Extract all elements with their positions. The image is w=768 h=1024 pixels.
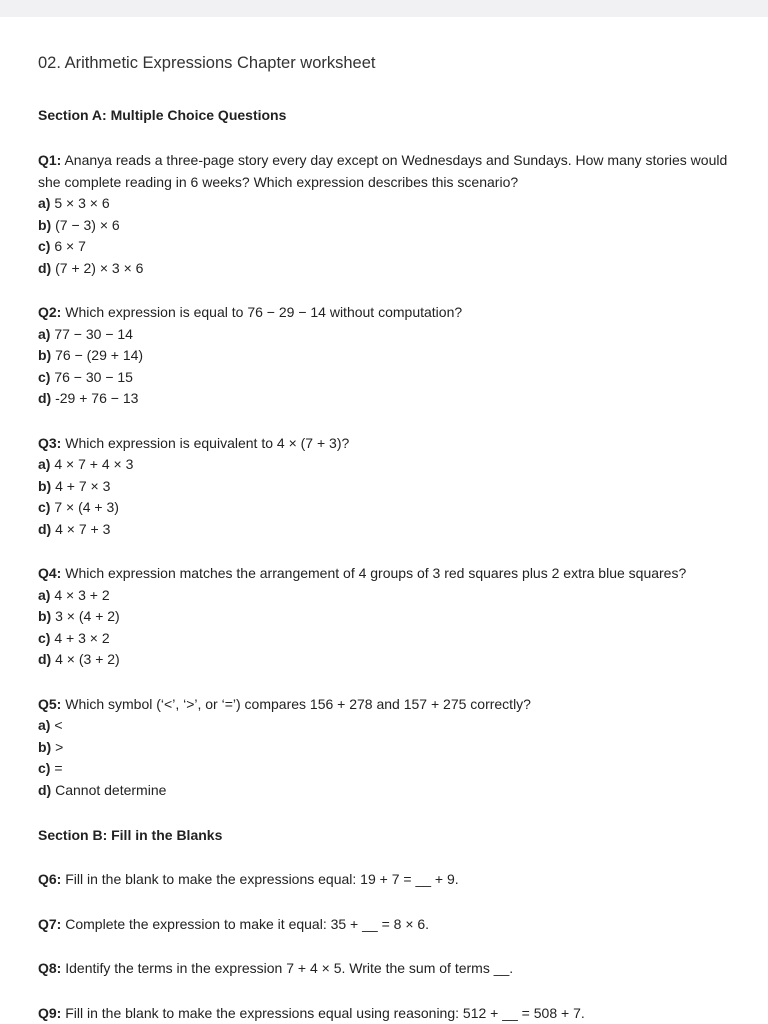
section-a-title: Section A: Multiple Choice Questions	[38, 107, 287, 123]
option-letter: c)	[38, 368, 51, 385]
option-b	[38, 737, 738, 759]
option-text: 3 × (4 + 2)	[55, 608, 120, 624]
option-text: =	[54, 760, 63, 776]
option-text: 4 × 7 + 4 × 3	[54, 456, 134, 472]
question-number: Q1:	[38, 152, 62, 168]
question-body: Ananya reads a three-page story every day except on Wednesdays and Sundays. How many stories would she complete reading in 6 weeks? Which expression describes this scenario?	[38, 152, 728, 190]
question-body: Fill in the blank to make the expressions equal using reasoning: 512 + __ = 508 + 7.	[65, 1004, 585, 1021]
question-body: Which expression is equivalent to 4 × (7 + 3)?	[65, 434, 350, 451]
question-number: Q3:	[38, 434, 62, 451]
document-title: 02. Arithmetic Expressions Chapter worksheet	[38, 54, 376, 72]
option-letter: a)	[38, 586, 51, 603]
option-text: 77 − 30 − 14	[54, 325, 133, 342]
fill-blank-q9	[38, 1003, 738, 1024]
option-letter: c)	[38, 499, 51, 515]
question-text	[38, 694, 738, 716]
option-a	[38, 454, 738, 476]
option-a	[38, 585, 738, 607]
fill-blank-q7	[38, 914, 738, 936]
option-text: 76 − (29 + 14)	[55, 347, 144, 363]
option-text: 76 − 30 − 15	[54, 368, 133, 385]
option-text: 5 × 3 × 6	[54, 195, 110, 211]
question-text	[38, 150, 738, 193]
question-number: Q9:	[38, 1004, 62, 1021]
option-letter: b)	[38, 608, 52, 624]
question-body: Complete the expression to make it equal: 35 + __ = 8 × 6.	[65, 915, 430, 932]
option-text: 7 × (4 + 3)	[54, 499, 119, 515]
section-b-title: Section B: Fill in the Blanks	[38, 827, 223, 843]
option-text: 4 × 3 + 2	[54, 586, 110, 603]
question-body: Fill in the blank to make the expressions equal: 19 + 7 = __ + 9.	[65, 871, 459, 887]
question-block-q2	[38, 302, 738, 410]
option-text: 4 + 3 × 2	[54, 629, 110, 646]
option-d	[38, 780, 738, 802]
option-letter: d)	[38, 781, 52, 798]
question-number: Q7:	[38, 915, 62, 932]
option-letter: b)	[38, 216, 52, 233]
question-block-q4	[38, 563, 738, 671]
question-text	[38, 302, 738, 324]
option-letter: d)	[38, 259, 52, 276]
option-d	[38, 649, 738, 671]
question-body: Identify the terms in the expression 7 + 4 × 5. Write the sum of terms __.	[65, 960, 514, 976]
option-a	[38, 324, 738, 346]
option-c	[38, 628, 738, 650]
option-letter: b)	[38, 738, 52, 755]
option-c	[38, 758, 738, 780]
question-block-q3	[38, 433, 738, 541]
option-letter: d)	[38, 390, 52, 406]
question-body: Which symbol (‘<’, ‘>’, or ‘=’) compares 156 + 278 and 157 + 275 correctly?	[65, 695, 531, 712]
option-a	[38, 715, 738, 737]
option-b	[38, 606, 738, 628]
option-d	[38, 388, 738, 410]
option-text: -29 + 76 − 13	[55, 390, 139, 406]
option-c	[38, 236, 738, 258]
option-letter: a)	[38, 325, 51, 342]
option-text: (7 − 3) × 6	[55, 216, 120, 233]
option-letter: b)	[38, 477, 52, 494]
option-letter: d)	[38, 651, 52, 667]
option-b	[38, 345, 738, 367]
option-a	[38, 193, 738, 215]
question-body: Which expression matches the arrangement of 4 groups of 3 red squares plus 2 extra blue squares?	[65, 565, 687, 581]
option-text: 4 × 7 + 3	[55, 520, 111, 537]
option-text: 4 + 7 × 3	[55, 477, 111, 494]
option-b	[38, 476, 738, 498]
option-letter: c)	[38, 238, 51, 254]
option-c	[38, 497, 738, 519]
option-letter: a)	[38, 717, 51, 733]
option-text: (7 + 2) × 3 × 6	[55, 259, 144, 276]
option-letter: c)	[38, 760, 51, 776]
question-number: Q4:	[38, 565, 62, 581]
option-letter: d)	[38, 520, 52, 537]
fill-blank-q8	[38, 958, 738, 980]
option-letter: c)	[38, 629, 51, 646]
question-number: Q2:	[38, 304, 62, 320]
option-letter: a)	[38, 456, 51, 472]
option-text: <	[54, 717, 63, 733]
question-block-q5	[38, 694, 738, 802]
question-text	[38, 563, 738, 585]
option-b	[38, 215, 738, 237]
option-letter: b)	[38, 347, 52, 363]
option-d	[38, 258, 738, 280]
option-text: Cannot determine	[55, 781, 167, 798]
option-letter: a)	[38, 195, 51, 211]
question-number: Q6:	[38, 871, 62, 887]
option-text: 4 × (3 + 2)	[55, 651, 120, 667]
option-text: 6 × 7	[54, 238, 86, 254]
worksheet-page	[38, 52, 738, 1024]
question-block-q1	[38, 150, 738, 279]
question-body: Which expression is equal to 76 − 29 − 14 without computation?	[65, 304, 463, 320]
option-d	[38, 519, 738, 541]
fill-blank-q6	[38, 869, 738, 891]
question-text	[38, 433, 738, 455]
question-number: Q8:	[38, 960, 62, 976]
option-c	[38, 367, 738, 389]
question-number: Q5:	[38, 695, 62, 712]
option-text: >	[55, 738, 64, 755]
top-bar	[0, 0, 768, 17]
